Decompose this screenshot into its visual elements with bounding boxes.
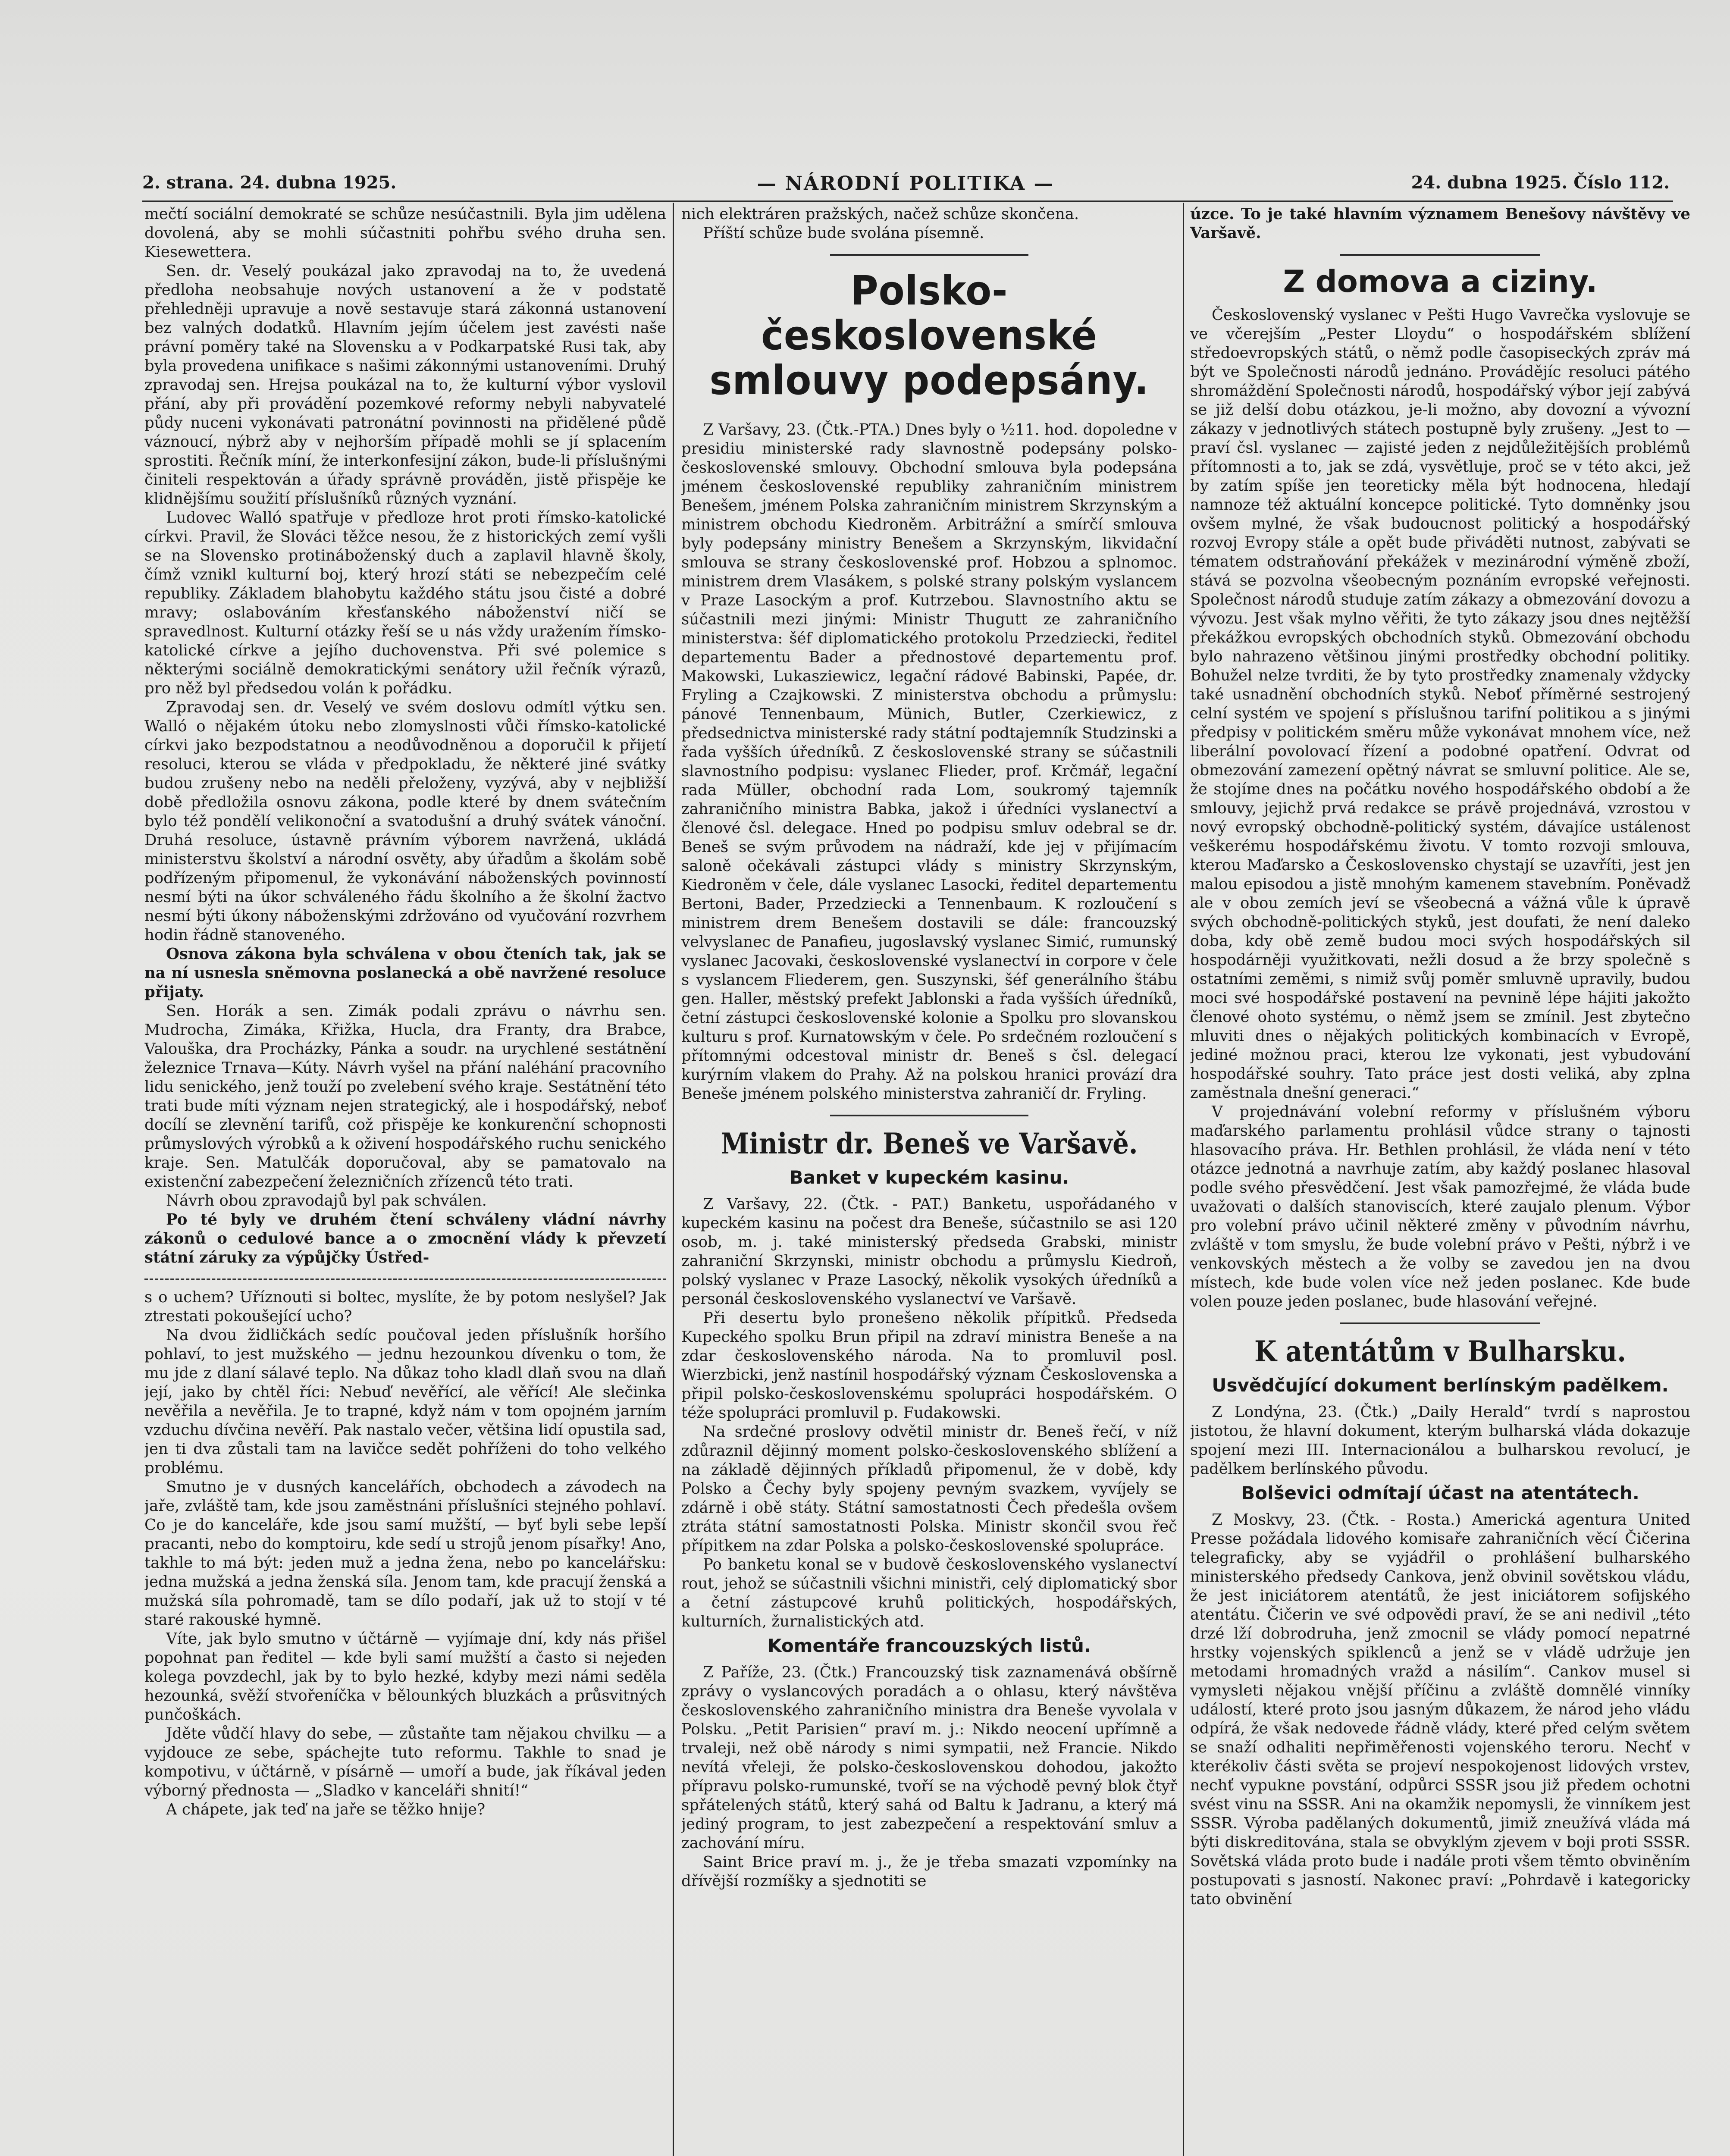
header-date-page: 2. strana. 24. dubna 1925.	[142, 172, 397, 193]
section-divider	[830, 1115, 1028, 1116]
article-text: Z Varšavy, 23. (Čtk.-PTA.) Dnes byly o ½11. hod. dopoledne v presidiu ministerské rady slavnostně podepsány polsko-československé smlouvy. Obchodní smlouva byla podepsána jménem československé republiky zahraničním ministrem Benešem, jménem Polska zahraničním ministrem Skrzynským a ministrem obchodu Kiedroněm. Arbitrážní a smírčí smlouva byly podepsány ministry Benešem a Skrzynským, likvidační smlouva se strany československé prof. Hobzou a splnomoc. ministrem drem Vlasákem, s polské strany polským vyslancem v Praze Lasockým a prof. Kutrzebou. Slavnostního aktu se súčastnili mezi jinými: Ministr Thugutt ze zahraničního ministerstva: šéf diplomatického protokolu Przedziecki, ředitel departementu Bader a přednostové departementu prof. Makowski, Lukasziewicz, legační rádové Babinski, Papée, dr. Fryling a Czajkowski. Z ministerstva obchodu a průmyslu: pánové Tennenbaum, Münich, Butler, Czerkiewicz, z předsednictva ministerské rady státní podtajemník Studzinski a řada vyšších úředníků. Z československé strany se súčastnili slavnostního podpisu: vyslanec Flieder, prof. Krčmář, legační rada Müller, obchodní rada Lom, soukromý tajemník zahraničního ministra Babka, jakož i úředníci vyslanectví a členové čsl. delegace. Hned po podpisu smluv odebral se dr. Beneš se svým průvodem na nádraží, kde jej v přijímacím saloně očekávali zástupci vlády s ministry Skrzynským, Kiedroněm v čele, dále vyslanec Lasocki, ředitel departementu Bertoni, Bader, Przedziecki a Tennenbaum. K rozloučení s ministrem drem Benešem dostavili se dále: francouzský velvyslanec de Panafieu, jugoslavský vyslanec Simić, rumunský vyslanec Jacovaki, československé vyslanectví in corpore v čele s vyslancem Fliederem, gen. Suszynski, šéf generálního štábu gen. Haller, městský prefekt Jablonski a řada vyšších úředníků, četní zástupci československé kolonie a Spolku pro slovanskou kulturu s prof. Kurnatowským v čele. Po srdečném rozloučení s přítomnými odcestoval ministr dr. Beneš s čsl. delegací kurýrním vlakem do Prahy. Až na polskou hranici provází dra Beneše jménem polského ministerstva zahraničí dr. Fryling.	[681, 421, 1177, 1103]
feuilleton-text: Na dvou židličkách sedíc poučoval jeden příslušník horšího pohlaví, to jest mužského — jednu hezounkou dívenku o tom, že mu jde z dlaní sálavé teplo. Na důkaz toho kladl dlaň svou na dlaň její, jako by chtěl říci: Nebuď nevěřící, ale věřící! Ale slečinka nevěřila a nevěřila. Je to trapné, když nám v tom opojném jarním vzduchu dívčina nevěří. Pak nastalo večer, většina lidí opustila sad, jen ti dva zůstali tam na lavičce sedět pohříženi do toho velkého problému.	[144, 1326, 666, 1477]
article-text: Československý vyslanec v Pešti Hugo Vavrečka vyslovuje se ve včerejším „Pester Lloydu“ o hospodářském sblížení středoevropských států, o němž podle časopiseckých zpráv má být ve Společnosti národů jednáno. Provádějíc resoluci pátého shromáždění Společnosti národů, hospodářský výbor její zabývá se již delší dobu otázkou, je-li možno, aby dovozní a vývozní zákazy v jednotlivých státech postupně byly zrušeny. „Jest to — praví čsl. vyslanec — zajisté jeden z nejdůležitějších problémů přítomnosti a to, jak se zdá, vysvětluje, proč se v této akci, jež by zatím spíše jen teoreticky měla být hodnocena, hledají namnoze též aktuální koncepce politické. Tyto domněnky jsou ovšem mylné, že však budoucnost politický a hospodářský rozvoj Evropy stále a opět bude přiváděti nutnost, zabývati se tématem odstraňování překážek v mezinárodní výměně zboží, stává se pozvolna všeobecným poznáním evropské veřejnosti. Společnost národů studuje zatím zákazy a obmezování dovozu a vývozu. Jest však mylno věřiti, že tyto zákazy jsou dnes nejtěžší překážkou evropských obchodních styků. Obmezování obchodu bylo nahrazeno většinou jinými prostředky obchodní politiky. Bohužel nelze tvrditi, že by tyto prostředky znamenaly vždycky také usnadnění obchodních styků. Neboť příměrné sestrojený celní systém ve spojení s příslušnou tarifní politikou a s jinými předpisy v politickém směru může vykonávat mnohem více, než liberální povolovací řízení a podobné opatření. Odvrat od obmezování zamezení opětný návrat se smluvní politice. Ale se, že stojíme dnes na počátku nového hospodářského období a že smlouvy, jejichž prvá redakce se právě projednává, vzrostou v nový evropský obchodně-politický systém, dávajíce ustálenost veškerému hospodářskému životu. V tomto rozvoji smlouva, kterou Maďarsko a Československo chystají se uzavříti, jest jen malou episodou a jistě mnohým kamenem stavebním. Poněvadž ale v obou zemích jeví se všeobecná a vážná vůle k úpravě svých obchodně-politických styků, jest doufati, že není daleko doba, kdy obě země budou moci svých hospodářských sil hospodárněji využitkovati, nežli dosud a že brzy společně s ostatními zeměmi, s nimiž svůj poměr smluvně upravily, budou moci své hospodářské postavení na pevnině lépe hájiti jakožto členové ohoto systému, o němž jsem se zmínil. Jest zbytečno mluviti dnes o nějakých politických kombinacích v Evropě, jediné možnou praci, kterou lze vykonati, jest vybudování hospodářské souhry. Tato práce jest dosti veliká, aby zplna zaměstnala dnešní generaci.“	[1190, 306, 1690, 1102]
feuilleton-text: Jděte vůdčí hlavy do sebe, — zůstaňte tam nějakou chvilku — a vyjdouce ze sebe, spáchejte tuto reformu. Takhle to snad je kompotivu, v účtárně, v písárně — umoří a bude, jak říkával jeden výborný přednosta — „Sladko v kanceláři shnití!“	[144, 1725, 666, 1799]
header-rule	[142, 201, 1673, 202]
column-rule-2	[1183, 203, 1184, 2156]
section-divider	[1340, 1322, 1540, 1324]
section-divider	[1340, 254, 1540, 256]
article-text: Po banketu konal se v budově československého vyslanectví rout, jehož se súčastnili všichni ministři, celý diplomatický sbor a četní zástupcové kruhů politických, hospodářských, kulturních, žurnalistických atd.	[681, 1556, 1177, 1630]
article-text: úzce. To je také hlavním významem Benešovy návštěvy ve Varšavě.	[1190, 205, 1690, 242]
subheadline-berlin-forgery: Usvědčující dokument berlínským padělkem.	[1212, 1375, 1669, 1396]
article-text: Z Varšavy, 22. (Čtk. - PAT.) Banketu, uspořádaného v kupeckém kasinu na počest dra Beneše, súčastnilo se asi 120 osob, m. j. také ministerský předseda Grabski, ministr zahraniční Skrzynski, ministr obchodu a průmyslu Kiedroň, polský vyslanec v Praze Lasocký, několik vysokých úředníků a personál československého vyslanectví ve Varšavě.	[681, 1195, 1177, 1308]
column-2	[681, 205, 1177, 2156]
headline-benes-warsaw: Ministr dr. Beneš ve Varšavě.	[721, 1127, 1138, 1160]
headline-polish-treaties: Polsko-československé smlouvy podepsány.	[709, 267, 1149, 404]
article-text: Zpravodaj sen. dr. Veselý ve svém doslovu odmítl výtku sen. Walló o nějakém útoku nebo zlomyslnosti vůči římsko-katolické církvi jako bezpodstatnou a neodůvodněnou a doporučil k přijetí resoluci, kterou se vláda v předpokladu, že některé jiné svátky budou zrušeny nebo na neděli přeloženy, vyzývá, aby v nejbližší době předložila osnovu zákona, podle které by dnem svátečním bylo též pondělí velikonoční a svatodušní a druhý svátek vánoční. Druhá resoluce, ústavně právním výborem navržená, ukládá ministerstvu školství a národní osvěty, aby úřadům a školám sobě podřízeným připomenul, že vykonávání náboženských povinností nesmí býti na úkor schváleného řádu školního a že školní žactvo nesmí býti úkony náboženskými zdržováno od vyučování rozvrhem hodin řádně stanoveného.	[144, 699, 666, 944]
feuilleton-text: Smutno je v dusných kancelářích, obchodech a závodech na jaře, zvláště tam, kde jsou zaměstnáni příslušníci stejného pohlaví. Co je do kanceláře, kde jsou samí mužští, — byť byli sebe lepší pracanti, nebo do komptoiru, kde sedí u strojů jenom písařky! Ano, takhle to má být: jeden muž a jedna žena, nebo po kancelářsku: jedna mužská a jedna ženská síla. Jenom tam, kde pracují ženská a mužská síla pohromadě, tam se dílo podaří, jak už to stojí v té staré rakouské hymně.	[144, 1478, 666, 1629]
article-text: Z Paříže, 23. (Čtk.) Francouzský tisk zaznamenává obšírně zprávy o vyslancových poradách a o ohlasu, který návštěva československého zahraničního ministra dra Beneše vyvolala v Polsku. „Petit Parisien“ praví m. j.: Nikdo neocení upřímně a trvaleji, než obě národy s nimi sympatii, než Francie. Nikdo nevítá vřeleji, že polsko-československou dohodou, jakožto přípravu polsko-rumunské, tvoří se na východě pevný blok čtyř spřátelených států, který sahá od Baltu k Jadranu, a který má jediný program, to jest zabezpečení a respektování smluv a zachování míru.	[681, 1664, 1177, 1852]
feuilleton-separator	[144, 1279, 666, 1280]
column-1	[144, 205, 666, 2156]
article-text: Saint Brice praví m. j., že je třeba smazati vzpomínky na dřívější rozmíšky a sjednotiti se	[681, 1853, 1177, 1890]
article-text: Osnova zákona byla schválena v obou čteních tak, jak se na ní usnesla sněmovna poslanecká a obě navržené resoluce přijaty.	[144, 945, 666, 1001]
section-divider	[830, 254, 1028, 256]
article-text: Z Londýna, 23. (Čtk.) „Daily Herald“ tvrdí s naprostou jistotou, že hlavní dokument, kterým bulharská vláda dokazuje spojení mezi III. Internacionálou a bulharskou revolucí, je padělkem berlínského původu.	[1190, 1403, 1690, 1478]
subheadline-banquet: Banket v kupeckém kasinu.	[789, 1167, 1069, 1188]
headline-domestic-foreign: Z domova a ciziny.	[1283, 264, 1598, 299]
article-text: Při desertu bylo pronešeno několik přípitků. Předseda Kupeckého spolku Brun připil na zdraví ministra Beneše a na zdar československého národa. Na to promluvil posl. Wierzbicki, jenž nastínil hospodářský význam Československa a připil polsko-československému spolupráci hospodářském. O téže spolupráci promluvil p. Fudakowski.	[681, 1309, 1177, 1422]
feuilleton-text: Víte, jak bylo smutno v účtárně — vyjímaje dní, kdy nás přišel popohnat pan ředitel — kde byli samí mužští a často si nejeden kolega povzdechl, jak by to bylo hezké, kdyby mezi námi seděla hezounká, svěží stvořeníčka v bělounkých bluzkách a průsvitných punčoškách.	[144, 1630, 666, 1724]
article-text: V projednávání volební reformy v příslušném výboru maďarského parlamentu prohlásil vůdce strany o tajnosti hlasovacího práva. Hr. Bethlen prohlásil, že vláda není v této otázce jednotná a navrhuje zatím, aby každý poslanec hlasoval podle svého přesvědčení. Jest však pamozřejmé, že vláda bude uvažovati o dalších stanoviscích, které zaujalo plenum. Výbor pro volební právo učinil některé změny v původním návrhu, zvláště v tom smyslu, že bude volební právo v Pešti, nýbrž i ve venkovských městech a že volby se zavedou jen na dvou místech, kde bude volen více než jeden poslanec. Kde bude volen pouze jeden poslanec, bude hlasování veřejné.	[1190, 1103, 1690, 1310]
column-3	[1190, 205, 1690, 2156]
article-text: Ludovec Walló spatřuje v předloze hrot proti římsko-katolické církvi. Pravil, že Slováci těžce nesou, že z historických zemí vyšli se na Slovensko protináboženský duch a zaplavil hlavně školy, čímž vznikl kulturní boj, který hrozí státi se nebezpečím celé republiky. Základem blahobytu každého státu jsou čisté a dobré mravy; oslabováním křesťanského náboženství ničí se spravedlnost. Kulturní otázky řeší se u nás vždy uražením římsko-katolické církve a jejího duchovenstva. Při své polemice s některými sociálně demokratickými senátory užil řečník výrazů, pro něž byl předsedou volán k pořádku.	[144, 509, 666, 697]
article-text: Po té byly ve druhém čtení schváleny vládní návrhy zákonů o cedulové bance a o zmocnění vlády k převzetí státní záruky za výpůjčky Ústřed-	[144, 1211, 666, 1266]
article-text: Příští schůze bude svolána písemně.	[703, 224, 984, 242]
article-text: mečtí sociální demokraté se schůze nesúčastnili. Byla jim udělena dovolená, aby se mohli súčastniti pohřbu svého druha sen. Kiesewettera.	[144, 205, 666, 261]
subheadline-french-press: Komentáře francouzských listů.	[768, 1635, 1091, 1656]
subheadline-bolsheviks: Bolševici odmítají účast na atentátech.	[1241, 1482, 1639, 1504]
header-issue-number: 24. dubna 1925. Číslo 112.	[1411, 172, 1670, 193]
headline-bulgaria-attacks: K atentátům v Bulharsku.	[1254, 1335, 1626, 1368]
article-text: nich elektráren pražských, načež schůze skončena.	[681, 205, 1079, 223]
article-text: Sen. dr. Veselý poukázal jako zpravodaj na to, že uvedená předloha neobsahuje nových ustanovení a že v podstatě přehledněji upravuje a nově sestavuje stará zákonná ustanovení bez valných dodatků. Hlavním jejím účelem jest zavésti naše právní poměry také na Slovensku a v Podkarpatské Rusi tak, aby byla provedena unifikace s našimi zákonnými ustanoveními. Druhý zpravodaj sen. Hrejsa poukázal na to, že kulturní výbor vyslovil přání, aby při provádění pozemkové reformy nebyli nabyvatelé půdy nuceni vykonávati patronátní povinnosti na přidělené půdě váznoucí, nýbrž aby v nejhorším případě mohli se jí splacením sprostiti. Řečník míní, že interkonfesijní zákon, bude-li příslušnými činiteli respektován a úřady správně prováděn, jistě přispěje ke klidnějšímu soužití příslušníků různých vyznání.	[144, 262, 666, 508]
article-text: Sen. Horák a sen. Zimák podali zprávu o návrhu sen. Mudrocha, Zimáka, Křižka, Hucla, dra Franty, dra Brabce, Valouška, dra Procházky, Pánka a soudr. na urychlené sestátnění železnice Trnava—Kúty. Návrh vyšel na přání naléhání pracovního lidu senického, jenž touží po zvelebení svého kraje. Sestátnění této trati bude míti význam nejen strategický, ale i hospodářský, neboť docílí se zlevnění tarifů, což přispěje ke konkurenční schopnosti průmyslových výrobků a k oživení hospodářského ruchu senického kraje. Sen. Matulčák doporučoval, aby se pamatovalo na existenční zabezpečení železničních zřízenců této trati.	[144, 1002, 666, 1191]
article-text: Návrh obou zpravodajů byl pak schválen.	[166, 1192, 487, 1210]
article-text: Z Moskvy, 23. (Čtk. - Rosta.) Americká agentura United Presse požádala lidového komisaře zahraničních věcí Čičerina telegraficky, aby se vyjádřil o prohlášení bulharského ministerského předsedy Cankova, jenž obvinil sovětskou vládu, že jest iniciátorem atentátů, že jest iniciátorem sofijského atentátu. Čičerin ve své odpovědi praví, že se ani nedivil „této drzé lží dobrodruha, jenž zmocnil se vlády pomocí nepatrné hrstky vojenských spiklenců a jenž se v vládě udržuje jen metodami hromadných vražd a násilím“. Cankov musel si vymysleti nějakou vnější příčinu a zvláště domnělé vinníky událostí, které proto jsou jasným důkazem, že národ jeho vládu odpírá, že však nedovede řádně vlády, které před celým světem se snaží odhaliti nepřiměřenosti vojenského teroru. Nechť v kterékoliv části světa se projeví nespokojenost lidových vrstev, nechť vypukne povstání, odpůrci SSSR jsou již předem ochotni svést vinu na SSSR. Ani na okamžik nepomysli, že vinníkem jest SSSR. Výroba padělaných dokumentů, jimiž zneužívá vláda má býti diskreditována, stala se obvyklým zjevem v boji proti SSSR. Sovětská vláda proto bude i nadále proti všem těmto obviněním postupovati s jasností. Nakonec praví: „Pohrdavě i kategoricky tato obvinění	[1190, 1511, 1690, 1908]
column-rule-1	[673, 203, 674, 2156]
feuilleton-text: A chápete, jak teď na jaře se těžko hnije?	[166, 1801, 486, 1818]
article-text: Na srdečné proslovy odvětil ministr dr. Beneš řečí, v níž zdůraznil dějinný moment polsko-československého sblížení a na základě dějinných příkladů připomenul, že v době, kdy Polsko a Čechy byly spojeny pevným svazkem, vyvíjely se zdárně i obě státy. Státní samostatnosti Čech předešla ovšem ztráta státní samostatnosti Polska. Ministr skončil svou řeč přípitkem na zdar Polska a polsko-československé spolupráce.	[681, 1423, 1177, 1554]
feuilleton-text: s o uchem? Uříznouti si boltec, myslíte, že by potom neslyšel? Jak ztrestati pokoušející ucho?	[144, 1288, 666, 1325]
masthead-title: — NÁRODNÍ POLITIKA —	[757, 172, 1054, 194]
